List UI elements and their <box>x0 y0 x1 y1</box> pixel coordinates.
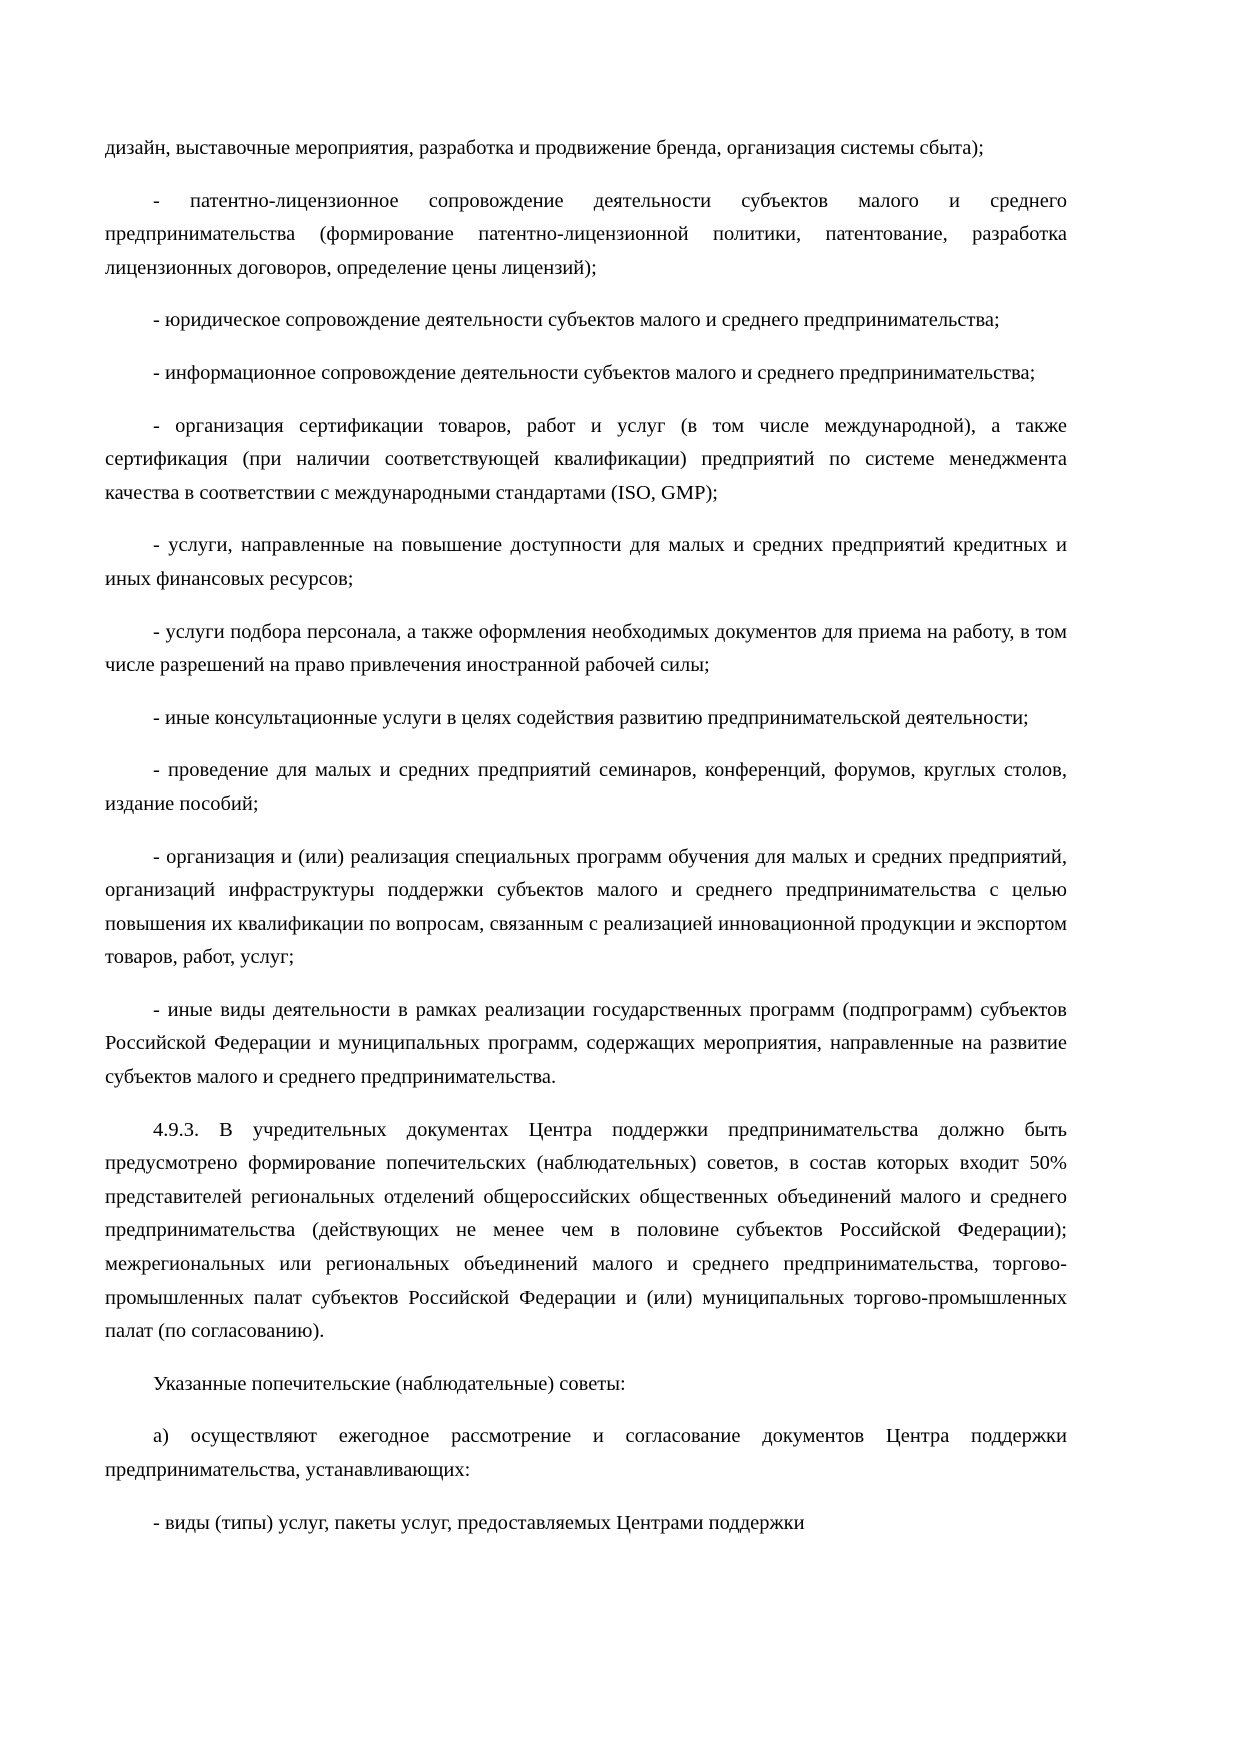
paragraph-other-consulting: - иные консультационные услуги в целях содействия развитию предпринимательской деятельности; <box>153 706 1029 729</box>
paragraph-patent-licensing: - патентно-лицензионное сопровождение деятельности субъектов малого и среднего предпринимательства (формирование патентно-лицензионной политики, патентование, разработка лицензионных договоров, определение цены лицензий); <box>105 189 1067 279</box>
paragraph-item-a-annual-review: а) осуществляют ежегодное рассмотрение и согласование документов Центра поддержки предпринимательства, устанавливающих: <box>105 1425 1067 1481</box>
document-text-body <box>105 132 1067 1540</box>
paragraph-design-exhibition: дизайн, выставочные мероприятия, разработка и продвижение бренда, организация системы сбыта); <box>105 137 984 159</box>
paragraph-financial-access: - услуги, направленные на повышение доступности для малых и средних предприятий кредитных и иных финансовых ресурсов; <box>105 534 1067 590</box>
paragraph-seminars-conferences: - проведение для малых и средних предприятий семинаров, конференций, форумов, круглых столов, издание пособий; <box>105 759 1067 815</box>
paragraph-clause-4-9-3: 4.9.3. В учредительных документах Центра поддержки предпринимательства должно быть предусмотрено формирование попечительских (наблюдательных) советов, в состав которых входит 50% представителей региональных отделений общероссийских общественных объединений малого и среднего предпринимательства (действующих не менее чем в половине субъектов Российской Федерации); межрегиональных или региональных объединений малого и среднего предпринимательства, торгово-промышленных палат субъектов Российской Федерации и (или) муниципальных торгово-промышленных палат (по согласованию). <box>105 1118 1067 1343</box>
paragraph-special-training-programs: - организация и (или) реализация специальных программ обучения для малых и средних предприятий, организаций инфраструктуры поддержки субъектов малого и среднего предпринимательства с целью повышения их квалификации по вопросам, связанным с реализацией инновационной продукции и экспортом товаров, работ, услуг; <box>105 845 1067 969</box>
paragraph-service-types: - виды (типы) услуг, пакеты услуг, предоставляемых Центрами поддержки <box>153 1511 805 1534</box>
paragraph-specified-councils: Указанные попечительские (наблюдательные) советы: <box>153 1372 626 1395</box>
paragraph-certification: - организация сертификации товаров, работ и услуг (в том числе международной), а также сертификация (при наличии соответствующей квалификации) предприятий по системе менеджмента качества в соответствии с международными стандартами (ISO, GMP); <box>105 414 1067 504</box>
paragraph-information-support: - информационное сопровождение деятельности субъектов малого и среднего предпринимательства; <box>153 361 1036 384</box>
paragraph-legal-support: - юридическое сопровождение деятельности субъектов малого и среднего предпринимательства; <box>153 309 1000 332</box>
paragraph-other-state-program-activities: - иные виды деятельности в рамках реализации государственных программ (подпрограмм) субъектов Российской Федерации и муниципальных программ, содержащих мероприятия, направленные на развитие субъектов малого и среднего предпринимательства. <box>105 998 1067 1089</box>
paragraph-recruitment-services: - услуги подбора персонала, а также оформления необходимых документов для приема на работу, в том числе разрешений на право привлечения иностранной рабочей силы; <box>105 620 1067 677</box>
